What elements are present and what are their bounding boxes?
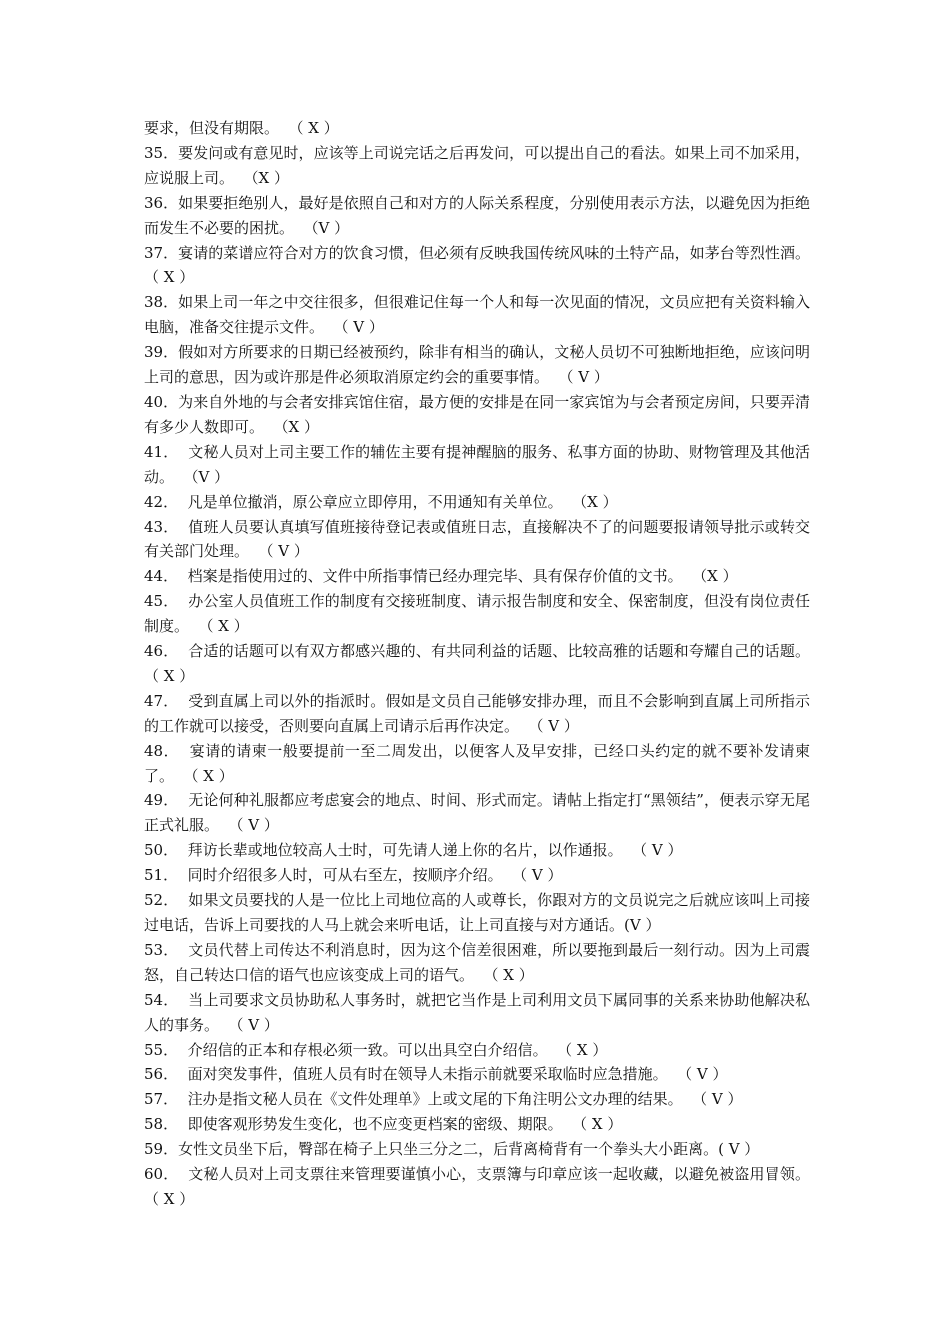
question-58: 58． 即使客观形势发生变化，也不应变更档案的密级、期限。 （ X ） (144, 1115, 623, 1134)
question-53: 53． 文员代替上司传达不利消息时，因为这个信差很困难，所以要拖到最后一刻行动。因为上司震怒，自己转达口信的语气也应该变成上司的语气。 （ X ） (144, 940, 810, 984)
question-48: 48． 宴请的请柬一般要提前一至二周发出，以便客人及早安排，已经口头约定的就不要补发请柬了。 （ X ） (144, 741, 810, 785)
question-59: 59．女性文员坐下后，臀部在椅子上只坐三分之二，后背离椅背有一个拳头大小距离。( V ） (144, 1140, 760, 1159)
question-37: 37．宴请的菜谱应符合对方的饮食习惯，但必须有反映我国传统风味的土特产品，如茅台等烈性酒。 （ X ） (144, 243, 820, 287)
document-body (144, 116, 820, 1212)
question-54: 54． 当上司要求文员协助私人事务时，就把它当作是上司利用文员下属同事的关系来协助他解决私人的事务。 （ V ） (144, 990, 810, 1034)
question-38: 38．如果上司一年之中交往很多，但很难记住每一个人和每一次见面的情况，文员应把有关资料输入电脑，准备交往提示文件。 （ V ） (144, 293, 810, 337)
question-51: 51． 同时介绍很多人时，可从右至左，按顺序介绍。 （ V ） (144, 866, 563, 885)
question-40: 40．为来自外地的与会者安排宾馆住宿，最方便的安排是在同一家宾馆为与会者预定房间，只要弄清有多少人数即可。 （X ） (144, 392, 810, 436)
question-50: 50． 拜访长辈或地位较高人士时，可先请人递上你的名片，以作通报。 （ V ） (144, 841, 683, 860)
question-39: 39．假如对方所要求的日期已经被预约，除非有相当的确认，文秘人员切不可独断地拒绝，应该问明上司的意思，因为或许那是件必须取消原定约会的重要事情。 （ V ） (144, 343, 810, 387)
question-57: 57． 注办是指文秘人员在《文件处理单》上或文尾的下角注明公文办理的结果。 （ V ） (144, 1090, 743, 1109)
question-44: 44． 档案是指使用过的、文件中所指事情已经办理完毕、具有保存价值的文书。 （X ） (144, 567, 738, 586)
question-60: 60． 文秘人员对上司支票往来管理要谨慎小心，支票簿与印章应该一起收藏，以避免被盗用冒领。 （ X ） (144, 1165, 820, 1208)
question-49: 49． 无论何种礼服都应考虑宴会的地点、时间、形式而定。请帖上指定打“黑领结”，便表示穿无尾正式礼服。 （ V ） (144, 791, 810, 835)
question-52: 52． 如果文员要找的人是一位比上司地位高的人或尊长，你跟对方的文员说完之后就应该叫上司接过电话，告诉上司要找的人马上就会来听电话，让上司直接与对方通话。(V ） (144, 891, 810, 934)
question-35: 35．要发问或有意见时，应该等上司说完话之后再发问，可以提出自己的看法。如果上司不加采用，应说服上司。 （X ） (144, 143, 810, 187)
question-36: 36．如果要拒绝别人，最好是依照自己和对方的人际关系程度，分别使用表示方法，以避免因为拒绝而发生不必要的困扰。 （V ） (144, 193, 810, 237)
question-45: 45． 办公室人员值班工作的制度有交接班制度、请示报告制度和安全、保密制度，但没有岗位责任制度。 （ X ） (144, 592, 810, 636)
question-43: 43． 值班人员要认真填写值班接待登记表或值班日志，直接解决不了的问题要报请领导批示或转交有关部门处理。 （ V ） (144, 517, 810, 561)
question-47: 47． 受到直属上司以外的指派时。假如是文员自己能够安排办理，而且不会影响到直属上司所指示的工作就可以接受，否则要向直属上司请示后再作决定。 （ V ） (144, 691, 810, 735)
question-42: 42． 凡是单位撤消，原公章应立即停用，不用通知有关单位。 （X ） (144, 492, 618, 511)
question-41: 41． 文秘人员对上司主要工作的辅佐主要有提神醒脑的服务、私事方面的协助、财物管理及其他活动。 （V ） (144, 442, 810, 486)
question-56: 56． 面对突发事件，值班人员有时在领导人未指示前就要采取临时应急措施。 （ V ） (144, 1065, 728, 1084)
question-55: 55． 介绍信的正本和存根必须一致。可以出具空白介绍信。 （ X ） (144, 1040, 608, 1059)
question-46: 46． 合适的话题可以有双方都感兴趣的、有共同利益的话题、比较高雅的话题和夸耀自己的话题。 （ X ） (144, 642, 820, 685)
paragraph-continuation-34: 要求，但没有期限。 （ X ） (144, 119, 339, 137)
